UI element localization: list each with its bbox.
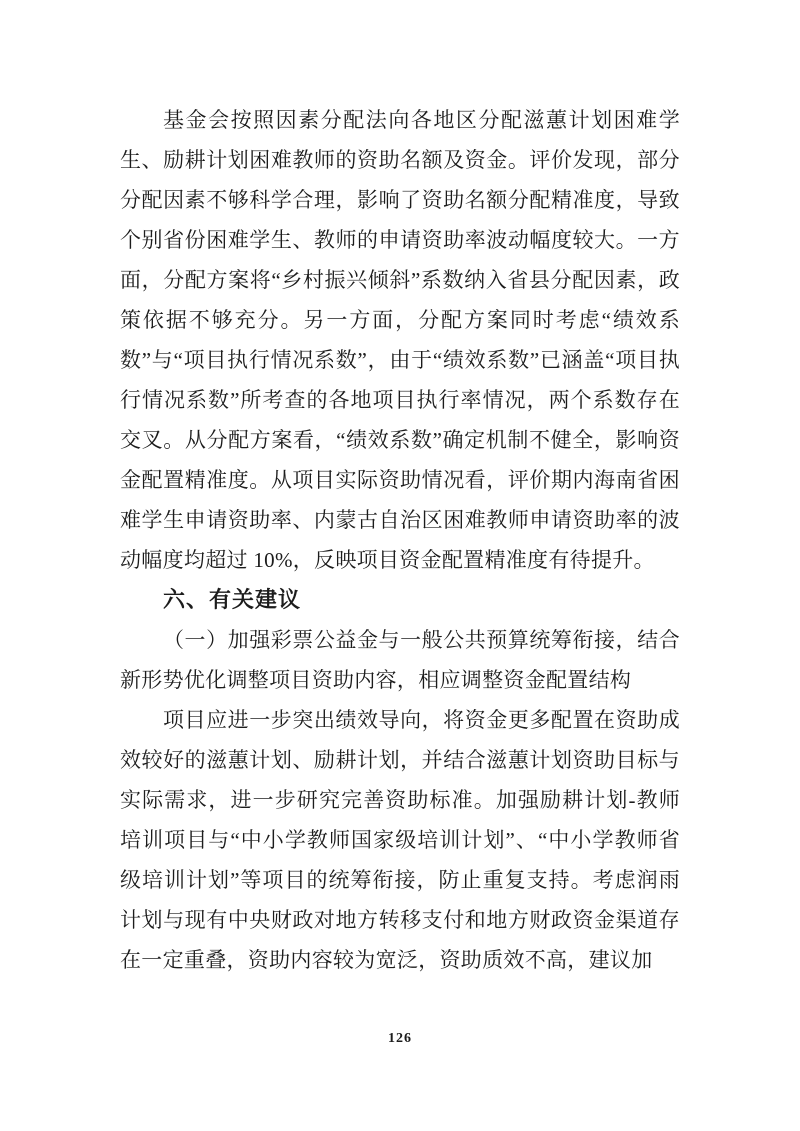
section-heading-suggestions: 六、有关建议 — [163, 587, 302, 612]
subsection-heading-lottery-funds: （一）加强彩票公益金与一般公共预算统筹衔接，结合新形势优化调整项目资助内容，相应调整资金配置结构 — [120, 628, 680, 692]
page-number: 126 — [388, 1031, 412, 1046]
paragraph-recommendation-details: 项目应进一步突出绩效导向，将资金更多配置在资助成效较好的滋蕙计划、励耕计划，并结合滋蕙计划资助目标与实际需求，进一步研究完善资助标准。加强励耕计划-教师培训项目与“中小学教师国家级培训计划”、“中小学教师省级培训计划”等项目的统筹衔接，防止重复支持。考虑润雨计划与现有中央财政对地方转移支付和地方财政资金渠道存在一定重叠，资助内容较为宽泛，资助质效不高，建议加 — [120, 708, 680, 972]
paragraph-fund-allocation-findings: 基金会按照因素分配法向各地区分配滋蕙计划困难学生、励耕计划困难教师的资助名额及资金。评价发现，部分分配因素不够科学合理，影响了资助名额分配精准度，导致个别省份困难学生、教师的申请资助率波动幅度较大。一方面，分配方案将“乡村振兴倾斜”系数纳入省县分配因素，政策依据不够充分。另一方面，分配方案同时考虑“绩效系数”与“项目执行情况系数”，由于“绩效系数”已涵盖“项目执行情况系数”所考查的各地项目执行率情况，两个系数存在交叉。从分配方案看，“绩效系数”确定机制不健全，影响资金配置精准度。从项目实际资助情况看，评价期内海南省困难学生申请资助率、内蒙古自治区困难教师申请资助率的波动幅度均超过 10%，反映项目资金配置精准度有待提升。 — [120, 108, 680, 572]
document-body — [120, 100, 680, 980]
